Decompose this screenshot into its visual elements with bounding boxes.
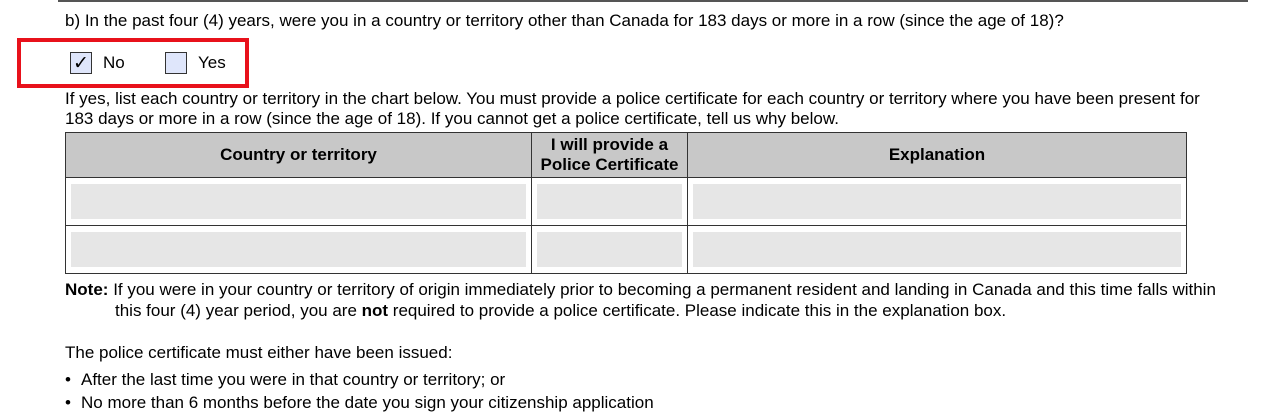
note <box>65 279 1265 321</box>
explanation-field[interactable] <box>693 232 1181 267</box>
cell-explanation <box>688 226 1187 274</box>
top-rule <box>58 0 1248 2</box>
header-certificate <box>532 133 688 178</box>
list-item <box>65 368 654 391</box>
checkmark-icon: ✓ <box>73 52 89 74</box>
cell-explanation <box>688 178 1187 226</box>
certificate-field[interactable] <box>537 232 682 267</box>
option-no[interactable] <box>70 51 125 75</box>
checkbox-yes[interactable] <box>165 52 187 74</box>
table-row <box>66 178 1187 226</box>
country-field[interactable] <box>71 184 526 219</box>
question-text: b) In the past four (4) years, were you in a country or territory other than Canada for 183 days or more in a row (since the age of 18)? <box>65 11 1064 30</box>
cell-certificate <box>532 178 688 226</box>
header-certificate-line-1: I will provide a <box>550 135 669 154</box>
cell-country <box>66 226 532 274</box>
cell-country <box>66 178 532 226</box>
certificate-field[interactable] <box>537 184 682 219</box>
instructions-line-1: If yes, list each country or territory in the chart below. You must provide a police certificate for each country or territory where you have been present for <box>65 89 1200 108</box>
list-item-text: After the last time you were in that country or territory; or <box>81 370 506 389</box>
country-field[interactable] <box>71 232 526 267</box>
bullet-icon: • <box>65 393 71 412</box>
note-label: Note: <box>65 280 109 299</box>
table-header-row <box>66 133 1187 178</box>
country-table <box>65 132 1187 274</box>
note-emphasis: not <box>361 301 389 320</box>
note-text-1: If you were in your country or territory of origin immediately prior to becoming a permanent resident and landing in Canada and this time falls within <box>113 280 1216 299</box>
header-certificate-line-2: Police Certificate <box>540 155 679 174</box>
table-row <box>66 226 1187 274</box>
cell-certificate <box>532 226 688 274</box>
instructions <box>65 89 1255 129</box>
header-country: Country or territory <box>66 133 532 178</box>
explanation-field[interactable] <box>693 184 1181 219</box>
note-text-2b: required to provide a police certificate. Please indicate this in the explanation box. <box>388 301 1007 320</box>
option-yes[interactable] <box>165 51 226 75</box>
issued-intro: The police certificate must either have been issued: <box>65 343 453 362</box>
instructions-line-2: 183 days or more in a row (since the age of 18). If you cannot get a police certificate, tell us why below. <box>65 109 839 128</box>
note-text-2a: this four (4) year period, you are <box>115 301 362 320</box>
option-no-label: No <box>103 53 125 72</box>
list-item-text: No more than 6 months before the date you sign your citizenship application <box>81 393 654 412</box>
option-yes-label: Yes <box>198 53 226 72</box>
list-item <box>65 391 654 414</box>
bullet-icon: • <box>65 370 71 389</box>
issued-conditions-list <box>65 368 654 414</box>
note-line-2 <box>65 300 1265 321</box>
header-explanation: Explanation <box>688 133 1187 178</box>
checkbox-no[interactable] <box>70 52 92 74</box>
note-line-1 <box>65 279 1265 300</box>
